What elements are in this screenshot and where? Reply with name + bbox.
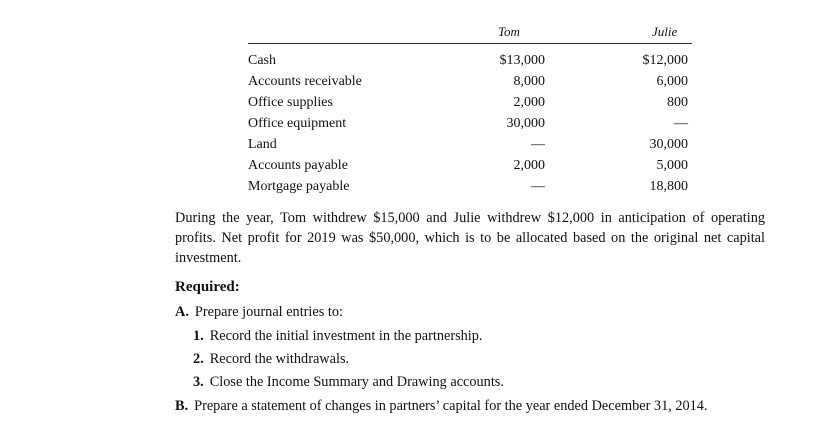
julie-value: 30,000 [649, 137, 688, 152]
tom-value: — [531, 137, 545, 152]
row-label: Mortgage payable [248, 179, 350, 194]
requirement-marker: 1. [193, 328, 204, 344]
requirement-b-marker: B. [175, 398, 189, 414]
julie-value: 5,000 [656, 158, 688, 173]
tom-value: 2,000 [513, 158, 545, 173]
requirement-b-text: Prepare a statement of changes in partners’ capital for the year ended December 31, 2014. [194, 398, 708, 414]
requirement-marker: 2. [193, 351, 204, 367]
row-label: Office supplies [248, 95, 333, 110]
row-label: Cash [248, 53, 276, 68]
requirement-text: Record the withdrawals. [209, 351, 350, 367]
requirement-text: Close the Income Summary and Drawing accounts. [209, 374, 504, 390]
julie-value: $12,000 [642, 53, 688, 68]
requirement-a-1 [193, 328, 483, 345]
tom-value: 2,000 [513, 95, 545, 110]
row-label: Land [248, 137, 277, 152]
tom-value: 30,000 [506, 116, 545, 131]
header-rule [248, 43, 692, 44]
tom-value: 8,000 [513, 74, 545, 89]
julie-value: 6,000 [656, 74, 688, 89]
requirement-a [175, 304, 343, 321]
row-label: Accounts payable [248, 158, 348, 173]
column-header-tom: Tom [498, 24, 520, 39]
requirement-b [175, 398, 708, 415]
problem-paragraph: During the year, Tom withdrew $15,000 and Julie withdrew $12,000 in anticipation of operating profits. Net profit for 2019 was $50,000, which is to be allocated based on the original net capital investment. [175, 210, 765, 266]
julie-value: 18,800 [649, 179, 688, 194]
julie-value: 800 [667, 95, 688, 110]
requirement-a-text: Prepare journal entries to: [194, 304, 343, 320]
julie-value: — [674, 116, 688, 131]
required-heading: Required: [175, 279, 240, 295]
tom-value: $13,000 [499, 53, 545, 68]
row-label: Office equipment [248, 116, 347, 131]
requirement-a-marker: A. [175, 304, 189, 320]
requirement-a-3 [193, 374, 504, 391]
row-label: Accounts receivable [248, 74, 362, 89]
column-header-julie: Julie [652, 24, 678, 39]
requirement-text: Record the initial investment in the partnership. [209, 328, 483, 344]
requirement-a-2 [193, 351, 349, 368]
tom-value: — [531, 179, 545, 194]
requirement-marker: 3. [193, 374, 204, 390]
